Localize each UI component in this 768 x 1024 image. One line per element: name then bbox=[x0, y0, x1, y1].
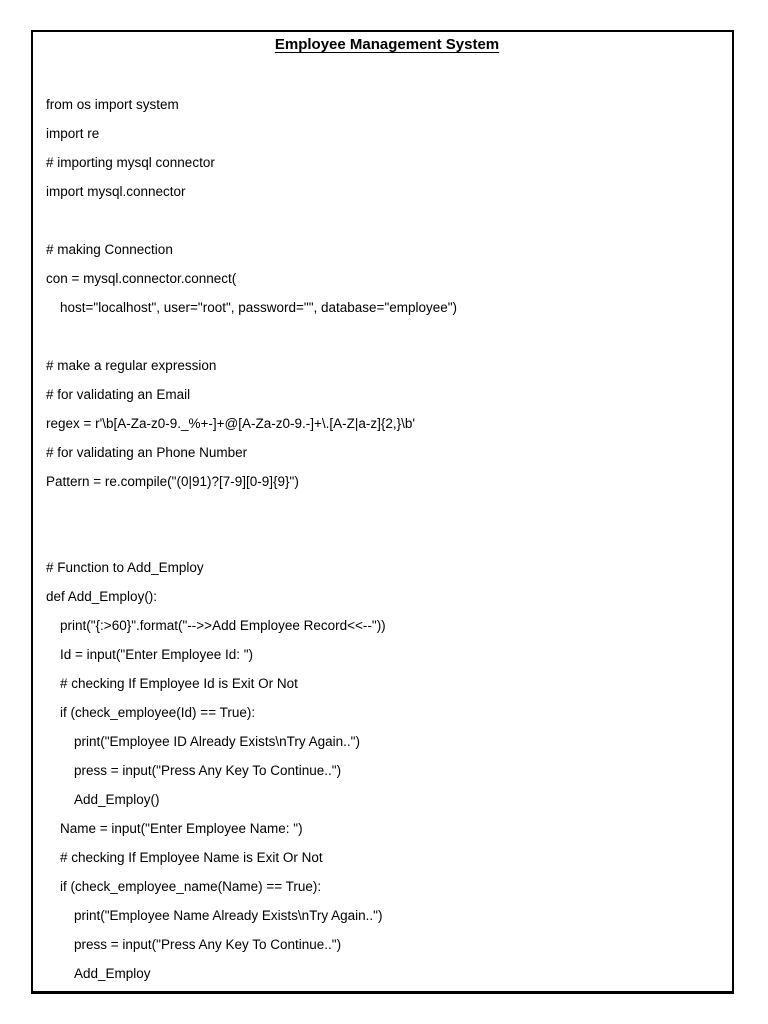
document-title: Employee Management System bbox=[274, 36, 500, 53]
code-line-comment: # make a regular expression bbox=[46, 358, 217, 373]
code-line: if (check_employee(Id) == True): bbox=[60, 705, 256, 720]
code-line: print("Employee ID Already Exists\nTry Again..") bbox=[74, 734, 360, 749]
code-line: Add_Employ bbox=[74, 966, 151, 981]
code-line-comment: # Function to Add_Employ bbox=[46, 560, 204, 575]
code-line-comment: # importing mysql connector bbox=[46, 155, 215, 170]
code-line: press = input("Press Any Key To Continue..") bbox=[74, 937, 342, 952]
code-line: def Add_Employ(): bbox=[46, 589, 158, 604]
code-line-comment: # for validating an Email bbox=[46, 387, 191, 402]
code-line-comment: # checking If Employee Name is Exit Or Not bbox=[60, 850, 323, 865]
code-line: Id = input("Enter Employee Id: ") bbox=[60, 647, 254, 662]
code-line: regex = r'\b[A-Za-z0-9._%+-]+@[A-Za-z0-9.-]+\.[A-Z|a-z]{2,}\b' bbox=[46, 416, 415, 431]
code-line: print("Employee Name Already Exists\nTry Again..") bbox=[74, 908, 383, 923]
code-line: print("{:>60}".format("-->>Add Employee Record<<--")) bbox=[60, 618, 386, 633]
code-line-comment: # making Connection bbox=[46, 242, 173, 257]
code-line: con = mysql.connector.connect( bbox=[46, 271, 237, 286]
code-line: if (check_employee_name(Name) == True): bbox=[60, 879, 322, 894]
code-line: host="localhost", user="root", password="", database="employee") bbox=[60, 300, 458, 315]
code-line: import re bbox=[46, 126, 100, 141]
code-line: Name = input("Enter Employee Name: ") bbox=[60, 821, 303, 836]
code-line-comment: # for validating an Phone Number bbox=[46, 445, 248, 460]
code-line: press = input("Press Any Key To Continue..") bbox=[74, 763, 342, 778]
code-line: Pattern = re.compile("(0|91)?[7-9][0-9]{9}") bbox=[46, 474, 299, 489]
code-line: Add_Employ() bbox=[74, 792, 160, 807]
code-line: import mysql.connector bbox=[46, 184, 186, 199]
code-line: from os import system bbox=[46, 97, 179, 112]
code-line-comment: # checking If Employee Id is Exit Or Not bbox=[60, 676, 298, 691]
